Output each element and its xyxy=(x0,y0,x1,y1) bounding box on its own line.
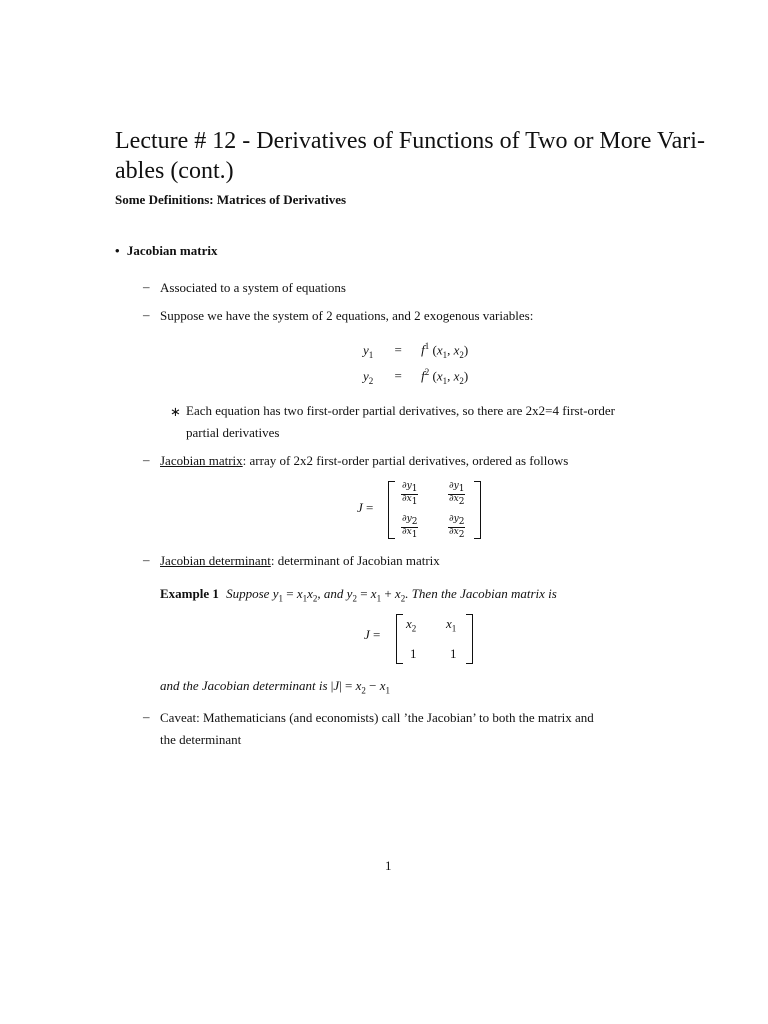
bullet-heading: Jacobian matrix xyxy=(126,243,218,258)
example-1 xyxy=(160,583,557,610)
example-label: Example 1 xyxy=(160,586,219,601)
example-matrix-J-label: J = xyxy=(364,627,381,642)
example-y2-def: $y_2 = x_1 + x_2$ xyxy=(346,586,406,604)
dash-marker: – xyxy=(143,452,150,467)
equation-2: $y_2 = f^2$ ($x_1$, $x_2$) xyxy=(363,367,469,386)
matrix-right-bracket xyxy=(474,481,481,539)
example-cell-21: 1 xyxy=(410,646,417,661)
item-suppose: Suppose we have the system of 2 equations, and 2 exogenous variables: xyxy=(160,308,534,323)
example-matrix-left-bracket xyxy=(396,614,403,664)
title-line-1: Lecture # 12 - Derivatives of Functions of Two or More Vari- xyxy=(115,128,705,154)
lecture-title xyxy=(115,126,705,186)
partial-y2-x1: $\frac{\partial y_2}{\partial x_1}$ xyxy=(402,514,418,540)
example-y1-def: $y_1 = x_1x_2$, xyxy=(272,586,321,604)
section-heading: Some Definitions: Matrices of Derivatives xyxy=(115,192,347,207)
example-determinant-formula: $|J| = x_2 - x_1$ xyxy=(330,678,391,696)
partial-y1-x1: $\frac{\partial y_1}{\partial x_1}$ xyxy=(402,481,418,507)
def-jacobian-determinant: : determinant of Jacobian matrix xyxy=(270,553,440,568)
example-text-then: . Then the Jacobian matrix is xyxy=(405,586,557,601)
example-after-text: and the Jacobian determinant is xyxy=(160,678,328,693)
example-determinant xyxy=(160,675,390,702)
def-jacobian-matrix: : array of 2x2 first-order partial derivatives, ordered as follows xyxy=(242,453,569,468)
item-jacobian-determinant xyxy=(160,550,440,572)
dash-marker: – xyxy=(143,307,150,322)
bullet-marker: • xyxy=(115,243,120,258)
matrix-J-label: J = xyxy=(357,500,374,515)
item-associated: Associated to a system of equations xyxy=(160,280,346,295)
term-jacobian-determinant: Jacobian determinant xyxy=(160,553,271,568)
sub-item-line-1: Each equation has two first-order partial derivatives, so there are 2x2=4 first-order xyxy=(186,403,615,418)
term-jacobian-matrix: Jacobian matrix xyxy=(160,453,243,468)
partial-y1-x2: $\frac{\partial y_1}{\partial x_2}$ xyxy=(449,481,465,507)
sub-item-line-2: partial derivatives xyxy=(186,425,280,440)
dash-marker: – xyxy=(143,709,150,724)
example-text-and: and xyxy=(323,586,344,601)
bullet-jacobian xyxy=(115,243,217,259)
title-line-2: ables (cont.) xyxy=(115,158,234,184)
item-jacobian-matrix xyxy=(160,450,568,472)
dash-marker: – xyxy=(143,279,150,294)
example-matrix-right-bracket xyxy=(466,614,473,664)
partial-y2-x2: $\frac{\partial y_2}{\partial x_2}$ xyxy=(449,514,465,540)
caveat-line-1: Caveat: Mathematicians (and economists) call ’the Jacobian’ to both the matrix and xyxy=(160,710,594,725)
page-number: 1 xyxy=(385,858,392,873)
equation-1: $y_1 = f^1$ ($x_1$, $x_2$) xyxy=(363,341,469,360)
example-cell-22: 1 xyxy=(450,646,457,661)
sub-marker: ∗ xyxy=(170,404,181,419)
dash-marker: – xyxy=(143,552,150,567)
example-cell-12: $x_1$ xyxy=(446,616,457,634)
example-cell-11: $x_2$ xyxy=(406,616,417,634)
example-text-suppose: Suppose xyxy=(226,586,270,601)
caveat-line-2: the determinant xyxy=(160,732,242,747)
matrix-left-bracket xyxy=(388,481,395,539)
